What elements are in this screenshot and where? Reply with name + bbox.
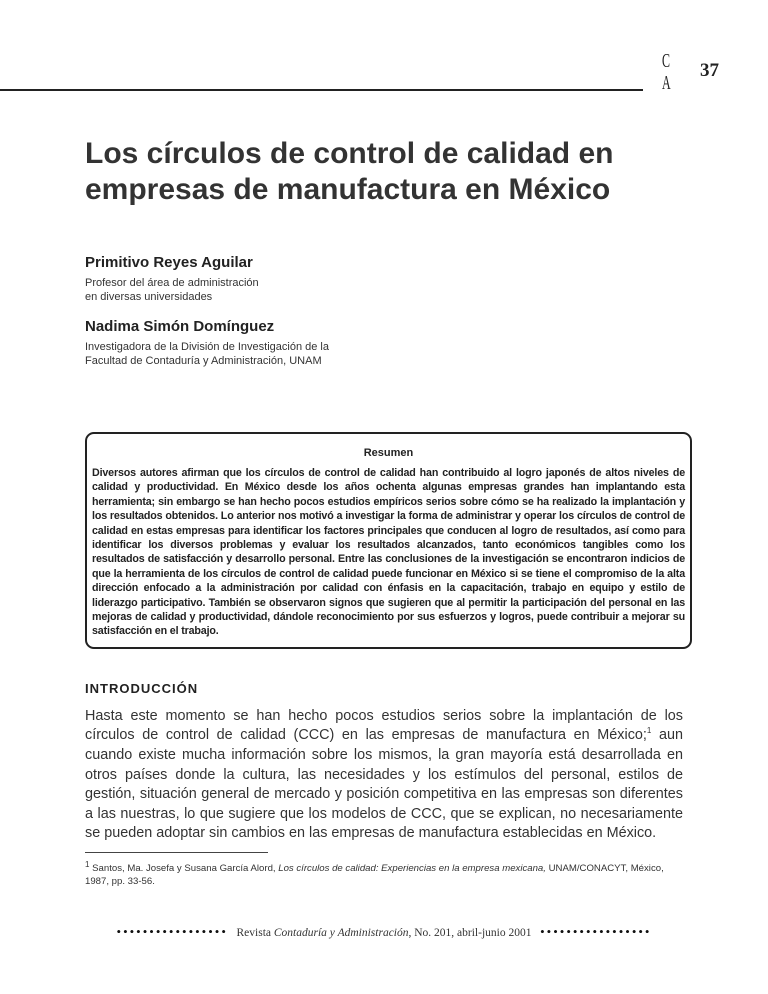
footnote: $^1$ Santos, Ma. Josefa y Susana García Alord, Los círculos de calidad: Experiencias en la empresa mexicana, UNAM/CONACYT, México, 1987, pp. 33-56. <box>85 859 664 887</box>
title-line: empresas de manufactura en México <box>85 173 611 206</box>
title-line: Los círculos de control de calidad en <box>85 137 614 170</box>
section-heading: INTRODUCCIÓN <box>85 680 199 696</box>
footer-dots: ••••••••••••••••• <box>116 924 228 940</box>
logo-letter-c: C <box>662 50 671 72</box>
body-paragraph: Hasta este momento se han hecho pocos estudios serios sobre la implantación de los círculos de control de calidad (CCC) en las empresas de manufactura en México;$^1$ aun cuando existe mucha información sobre los mismos, la gran mayoría está desarrollada en otros países donde la cultura, las necesidades y los estímulos del personal, estilos de gestión, situación general de mercado y posición competitiva en las empresas son diferentes a las nuestras, lo que sugiere que los modelos de CCC, que se explican, no necesariamente se pueden adoptar sin cambios en las empresas de manufactura establecidas en México. <box>85 707 683 842</box>
footnote-ref[interactable]: 1 <box>646 726 652 736</box>
author-affiliation: Investigadora de la División de Investigación de la Facultad de Contaduría y Administración, UNAM <box>85 341 329 367</box>
page-footer: ••••••••••••••••• Revista Contaduría y Administración, No. 201, abril-junio 2001 ••••••••••••••••• <box>116 924 652 940</box>
abstract-heading: Resumen <box>363 447 414 459</box>
author-name: Primitivo Reyes Aguilar <box>85 254 253 271</box>
page-number: 37 <box>700 60 719 81</box>
logo-letter-a: A <box>662 72 671 94</box>
header-rule <box>0 89 643 91</box>
main-flow <box>85 432 692 961</box>
journal-logo <box>662 50 671 94</box>
footnote-rule <box>85 852 268 853</box>
abstract-box <box>85 432 692 649</box>
author-name: Nadima Simón Domínguez <box>85 318 275 335</box>
author-affiliation: Profesor del área de administración en diversas universidades <box>85 277 259 303</box>
abstract-text: Diversos autores afirman que los círculos de control de calidad han contribuido al logro japonés de altos niveles de calidad y productividad. En México desde los años ochenta algunas empresas grandes han implantando esta herramienta; sin embargo se han hecho pocos estudios empíricos serios sobre cómo se ha realizado la implantación y los resultados obtenidos. Lo anterior nos motivó a investigar la forma de administrar y operar los círculos de control de calidad en estas empresas para identificar los factores principales que conducen al logro de resultados, así como para identificar los diversos problemas y evaluar los resultados alcanzados, tanto económicos tangibles como los resultados de satisfacción y desarrollo personal. Entre las conclusiones de la investigación se encontraron indicios de que la herramienta de los círculos de control de calidad puede funcionar en México si se tiene el compromiso de la alta dirección enfocado a la administración por calidad con énfasis en la capacitación, trabajo en equipo y estilo de liderazgo participativo. También se observaron signos que sugieren que al permitir la participación del personal en las mejoras de calidad y productividad, dándole reconocimiento por sus esfuerzos y logros, puede contribuir a mejorar su satisfacción en el trabajo. <box>92 467 685 638</box>
footer-dots: ••••••••••••••••• <box>540 924 652 940</box>
article-title <box>85 136 613 208</box>
